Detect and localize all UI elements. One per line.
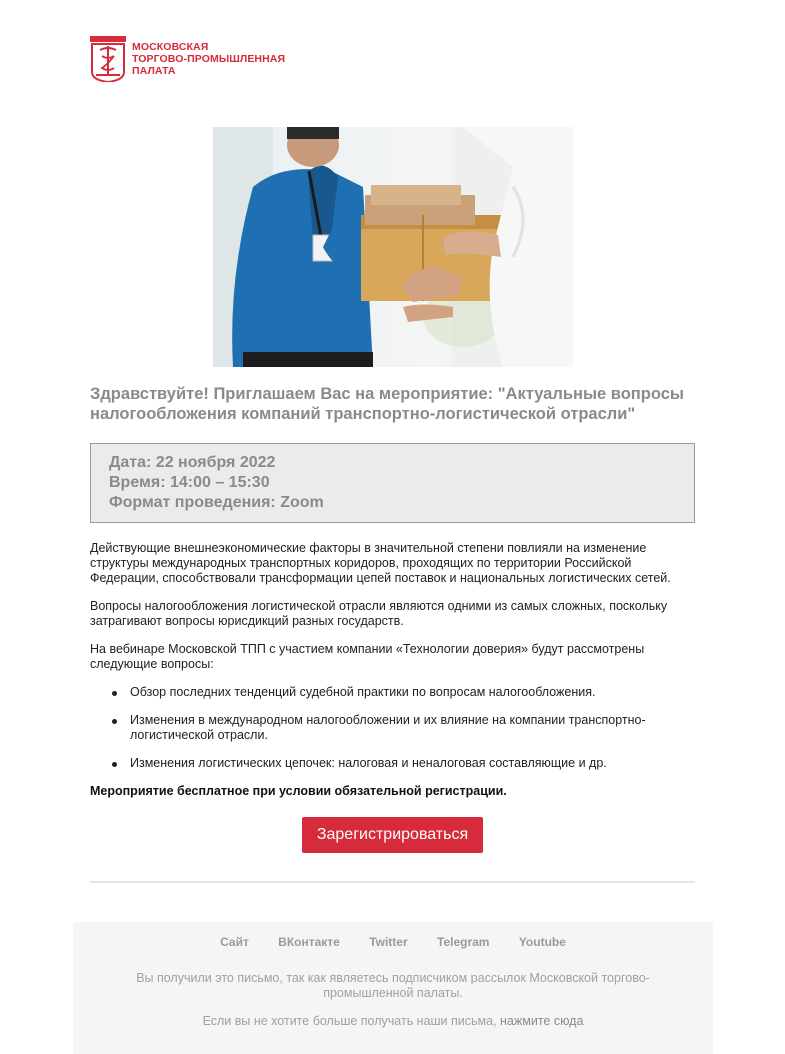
footer-links xyxy=(73,935,713,949)
footer-link-vkontakte[interactable]: ВКонтакте xyxy=(278,935,340,949)
event-details-box xyxy=(90,443,695,523)
subscription-notice: Вы получили это письмо, так как являетесь подписчиком рассылок Московской торгово-промышленной палаты. xyxy=(136,971,650,1000)
footer xyxy=(73,922,713,1054)
paragraph-3: На вебинаре Московской ТПП с участием компании «Технологии доверия» будут рассмотрены следующие вопросы: xyxy=(90,642,645,671)
footer-link-site[interactable]: Сайт xyxy=(220,935,249,949)
event-date: Дата: 22 ноября 2022 xyxy=(109,454,276,471)
intro-title: Здравствуйте! Приглашаем Вас на мероприятие: "Актуальные вопросы налогообложения компаний транспортно-логистической отрасли" xyxy=(90,385,684,423)
logo-line-2: ТОРГОВО-ПРОМЫШЛЕННАЯ xyxy=(132,53,286,65)
unsubscribe-link[interactable]: нажмите сюда xyxy=(500,1014,584,1028)
divider xyxy=(90,881,695,883)
footer-link-youtube[interactable]: Youtube xyxy=(518,935,566,949)
register-button[interactable]: Зарегистрироваться xyxy=(302,817,483,853)
chamber-emblem-icon xyxy=(90,36,126,82)
list-item: Обзор последних тенденций судебной практики по вопросам налогообложения. xyxy=(90,685,700,700)
footer-link-telegram[interactable]: Telegram xyxy=(437,935,490,949)
unsubscribe-text: Если вы не хотите больше получать наши письма, xyxy=(202,1014,501,1028)
list-item: Изменения в международном налогообложении и их влияние на компании транспортно-логистической отрасли. xyxy=(90,713,700,743)
event-time: Время: 14:00 – 15:30 xyxy=(109,474,270,491)
logo-text xyxy=(132,41,285,77)
paragraph-2: Вопросы налогообложения логистической отрасли являются одними из самых сложных, поскольку затрагивают вопросы юрисдикций разных государств. xyxy=(90,599,668,628)
free-event-note: Мероприятие бесплатное при условии обязательной регистрации. xyxy=(90,784,507,798)
unsubscribe-notice xyxy=(113,1014,673,1029)
logo-line-3: ПАЛАТА xyxy=(132,65,176,77)
footer-link-twitter[interactable]: Twitter xyxy=(369,935,408,949)
logo-line-1: МОСКОВСКАЯ xyxy=(132,41,209,53)
logo[interactable] xyxy=(90,36,285,82)
paragraph-1: Действующие внешнеэкономические факторы в значительной степени повлияли на изменение структуры международных транспортных коридоров, проходящих по территории Российской Федерации, способствовали трансформации цепей поставок и национальных логистических сетей. xyxy=(90,541,671,585)
list-item: Изменения логистических цепочек: налоговая и неналоговая составляющие и др. xyxy=(90,756,700,771)
topics-list xyxy=(90,685,700,784)
event-format: Формат проведения: Zoom xyxy=(109,494,324,511)
hero-image xyxy=(213,127,573,367)
